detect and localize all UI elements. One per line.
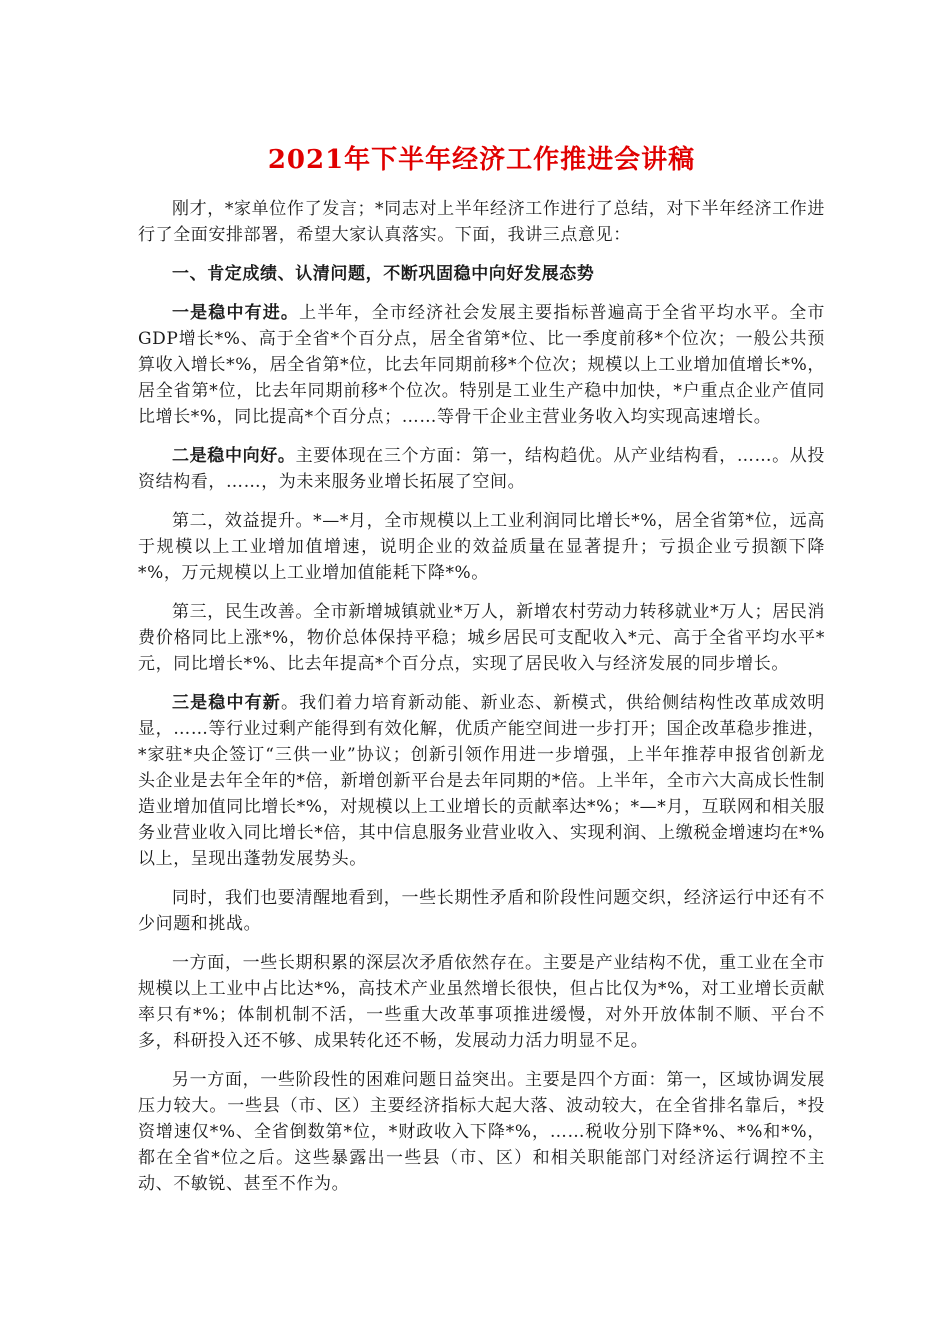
intro-paragraph: 刚才，*家单位作了发言；*同志对上半年经济工作进行了总结，对下半年经济工作进行了全面安排部署，希望大家认真落实。下面，我讲三点意见： [138, 199, 825, 245]
paragraph-lead: 一是稳中有进。 [172, 303, 300, 323]
paragraph-efficiency: 第二，效益提升。*—*月，全市规模以上工业利润同比增长*%，居全省第*位，远高于规模以上工业增加值增速，说明企业的效益质量在显著提升；亏损企业亏损额下降*%，万元规模以上工业增加值能耗下降*%。 [138, 511, 825, 583]
paragraph-deep-contradictions: 一方面，一些长期积累的深层次矛盾依然存在。主要是产业结构不优，重工业在全市规模以上工业中占比达*%，高技术产业虽然增长很快，但占比仅为*%，对工业增长贡献率只有*%；体制机制不活，一些重大改革事项推进缓慢，对外开放体制不顺、平台不多，科研投入还不够、成果转化还不畅，发展动力活力明显不足。 [138, 953, 825, 1051]
paragraph-text: 上半年，全市经济社会发展主要指标普遍高于全省平均水平。全市GDP增长*%、高于全省*个百分点，居全省第*位、比一季度前移*个位次；一般公共预算收入增长*%，居全省第*位，比去年同期前移*个位次；规模以上工业增加值增长*%，居全省第*位，比去年同期前移*个位次。特别是工业生产稳中加快，*户重点企业产值同比增长*%，同比提高*个百分点；……等骨干企业主营业务收入均实现高速增长。 [138, 303, 825, 427]
paragraph-text: 。我们着力培育新动能、新业态、新模式，供给侧结构性改革成效明显，……等行业过剩产能得到有效化解，优质产能空间进一步打开；国企改革稳步推进，*家驻*央企签订“三供一业”协议；创新引领作用进一步增强，上半年推荐申报省创新龙头企业是去年全年的*倍，新增创新平台是去年同期的*倍。上半年，全市六大高成长性制造业增加值同比增长*%，对规模以上工业增长的贡献率达*%；*—*月，互联网和相关服务业营业收入同比增长*倍，其中信息服务业营业收入、实现利润、上缴税金增速均在*%以上，呈现出蓬勃发展势头。 [138, 693, 826, 869]
paragraph-lead: 二是稳中向好。 [172, 446, 296, 466]
paragraph-text: 主要体现在三个方面：第一，结构趋优。从产业结构看，……。从投资结构看，……，为未来服务业增长拓展了空间。 [138, 446, 825, 492]
paragraph-challenges: 同时，我们也要清醒地看到，一些长期性矛盾和阶段性问题交织，经济运行中还有不少问题和挑战。 [138, 888, 825, 934]
paragraph-lead: 三是稳中有新 [172, 693, 281, 713]
paragraph-livelihood: 第三，民生改善。全市新增城镇就业*万人，新增农村劳动力转移就业*万人；居民消费价格同比上涨*%，物价总体保持平稳；城乡居民可支配收入*元、高于全省平均水平*元，同比增长*%、比去年提高*个百分点，实现了居民收入与经济发展的同步增长。 [138, 602, 825, 674]
section-heading: 一、肯定成绩、认清问题，不断巩固稳中向好发展态势 [172, 264, 595, 284]
paragraph-improvement [138, 443, 825, 495]
paragraph-phase-problems: 另一方面，一些阶段性的困难问题日益突出。主要是四个方面：第一，区域协调发展压力较大。一些县（市、区）主要经济指标大起大落、波动较大，在全省排名靠后，*投资增速仅*%、全省倒数第*位，*财政收入下降*%，……税收分别下降*%、*%和*%，都在全省*位之后。这些暴露出一些县（市、区）和相关职能部门对经济运行调控不主动、不敏锐、甚至不作为。 [138, 1070, 825, 1194]
document-title: 2021年下半年经济工作推进会讲稿 [267, 145, 696, 175]
paragraph-progress [138, 300, 825, 430]
paragraph-innovation [138, 690, 825, 872]
